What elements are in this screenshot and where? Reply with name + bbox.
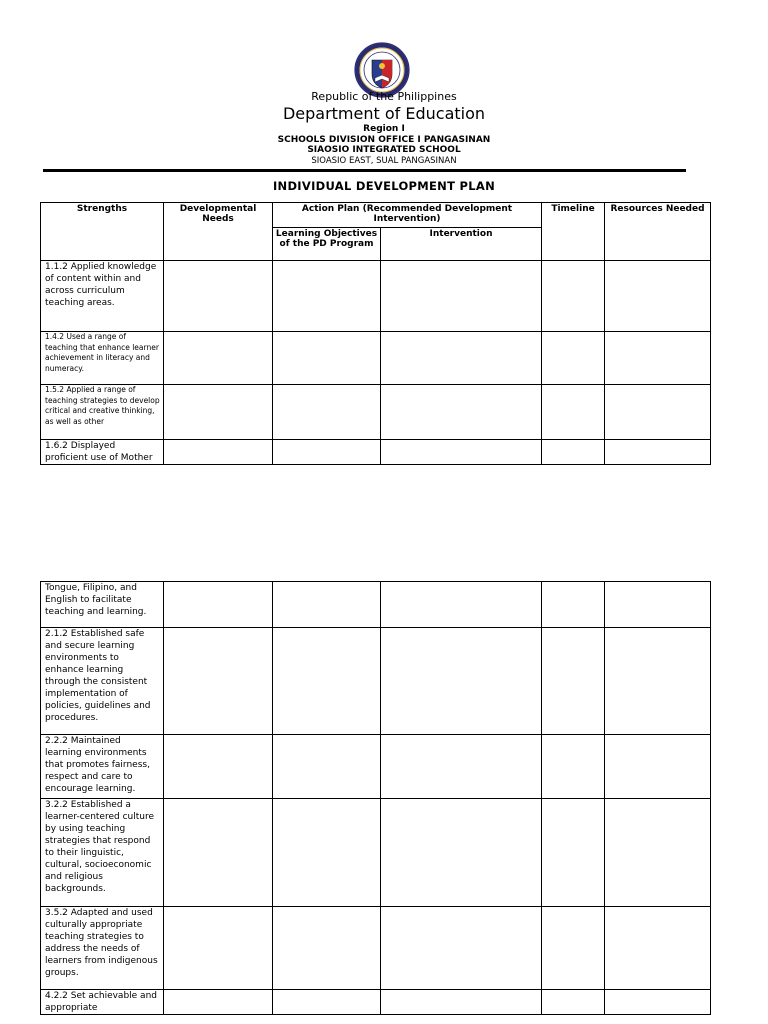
empty-cell[interactable] xyxy=(381,628,542,735)
table-row xyxy=(41,628,711,735)
empty-cell[interactable] xyxy=(542,735,605,799)
empty-cell[interactable] xyxy=(381,907,542,990)
header-developmental-needs: Developmental Needs xyxy=(164,203,273,261)
empty-cell[interactable] xyxy=(273,261,381,332)
empty-cell[interactable] xyxy=(381,385,542,440)
empty-cell[interactable] xyxy=(605,332,711,385)
school-address: SIOASIO EAST, SUAL PANGASINAN xyxy=(311,156,457,166)
table-row xyxy=(41,261,711,332)
empty-cell[interactable] xyxy=(164,735,273,799)
header-intervention: Intervention xyxy=(381,228,542,261)
empty-cell[interactable] xyxy=(381,332,542,385)
empty-cell[interactable] xyxy=(542,990,605,1015)
empty-cell[interactable] xyxy=(605,907,711,990)
empty-cell[interactable] xyxy=(164,907,273,990)
document-title: INDIVIDUAL DEVELOPMENT PLAN xyxy=(272,179,496,193)
strength-cell: 3.5.2 Adapted and used culturally appropriate teaching strategies to address the needs of learners from indigenous groups. xyxy=(41,907,164,990)
empty-cell[interactable] xyxy=(605,582,711,628)
header-action-plan: Action Plan (Recommended Development Intervention) xyxy=(273,203,542,228)
table-row xyxy=(41,907,711,990)
empty-cell[interactable] xyxy=(605,735,711,799)
empty-cell[interactable] xyxy=(605,628,711,735)
empty-cell[interactable] xyxy=(542,385,605,440)
empty-cell[interactable] xyxy=(273,990,381,1015)
header-resources-needed: Resources Needed xyxy=(605,203,711,261)
empty-cell[interactable] xyxy=(164,990,273,1015)
empty-cell[interactable] xyxy=(273,907,381,990)
empty-cell[interactable] xyxy=(381,990,542,1015)
empty-cell[interactable] xyxy=(164,582,273,628)
table-row xyxy=(41,385,711,440)
header-timeline: Timeline xyxy=(542,203,605,261)
strength-cell: 1.6.2 Displayed proficient use of Mother xyxy=(41,440,164,465)
empty-cell[interactable] xyxy=(542,907,605,990)
table-row xyxy=(41,799,711,907)
strength-cell: Tongue, Filipino, and English to facilitate teaching and learning. xyxy=(41,582,164,628)
empty-cell[interactable] xyxy=(381,261,542,332)
development-plan-table-continued xyxy=(40,581,711,1015)
development-plan-table xyxy=(40,202,711,465)
header-strengths: Strengths xyxy=(41,203,164,261)
empty-cell[interactable] xyxy=(164,385,273,440)
table-row xyxy=(41,440,711,465)
empty-cell[interactable] xyxy=(273,332,381,385)
empty-cell[interactable] xyxy=(605,261,711,332)
school-name: SIAOSIO INTEGRATED SCHOOL xyxy=(307,145,461,155)
department-title: Department of Education xyxy=(282,104,486,123)
empty-cell[interactable] xyxy=(273,582,381,628)
empty-cell[interactable] xyxy=(381,582,542,628)
empty-cell[interactable] xyxy=(164,332,273,385)
empty-cell[interactable] xyxy=(381,735,542,799)
empty-cell[interactable] xyxy=(164,440,273,465)
table-row xyxy=(41,735,711,799)
empty-cell[interactable] xyxy=(605,990,711,1015)
empty-cell[interactable] xyxy=(164,628,273,735)
strength-cell: 2.2.2 Maintained learning environments that promotes fairness, respect and care to encourage learning. xyxy=(41,735,164,799)
empty-cell[interactable] xyxy=(605,440,711,465)
header-divider xyxy=(43,169,686,172)
strength-cell: 1.5.2 Applied a range of teaching strategies to develop critical and creative thinking, as well as other xyxy=(41,385,164,440)
republic-label: Republic of the Philippines xyxy=(311,90,457,103)
strength-cell: 2.1.2 Established safe and secure learning environments to enhance learning through the consistent implementation of policies, guidelines and procedures. xyxy=(41,628,164,735)
empty-cell[interactable] xyxy=(542,799,605,907)
empty-cell[interactable] xyxy=(273,628,381,735)
strength-cell: 3.2.2 Established a learner-centered culture by using teaching strategies that respond to their linguistic, cultural, socioeconomic and religious backgrounds. xyxy=(41,799,164,907)
empty-cell[interactable] xyxy=(381,799,542,907)
table-row xyxy=(41,990,711,1015)
empty-cell[interactable] xyxy=(273,440,381,465)
empty-cell[interactable] xyxy=(605,799,711,907)
empty-cell[interactable] xyxy=(605,385,711,440)
empty-cell[interactable] xyxy=(542,440,605,465)
header-learning-objectives: Learning Objectives of the PD Program xyxy=(273,228,381,261)
empty-cell[interactable] xyxy=(164,799,273,907)
empty-cell[interactable] xyxy=(542,332,605,385)
division-label: SCHOOLS DIVISION OFFICE I PANGASINAN xyxy=(277,135,491,145)
strength-cell: 4.2.2 Set achievable and appropriate xyxy=(41,990,164,1015)
empty-cell[interactable] xyxy=(542,628,605,735)
empty-cell[interactable] xyxy=(273,735,381,799)
table-row xyxy=(41,582,711,628)
empty-cell[interactable] xyxy=(542,261,605,332)
empty-cell[interactable] xyxy=(273,799,381,907)
region-label: Region I xyxy=(363,124,405,134)
empty-cell[interactable] xyxy=(164,261,273,332)
empty-cell[interactable] xyxy=(273,385,381,440)
strength-cell: 1.4.2 Used a range of teaching that enhance learner achievement in literacy and numeracy. xyxy=(41,332,164,385)
strength-cell: 1.1.2 Applied knowledge of content within and across curriculum teaching areas. xyxy=(41,261,164,332)
table-row xyxy=(41,332,711,385)
empty-cell[interactable] xyxy=(542,582,605,628)
empty-cell[interactable] xyxy=(381,440,542,465)
